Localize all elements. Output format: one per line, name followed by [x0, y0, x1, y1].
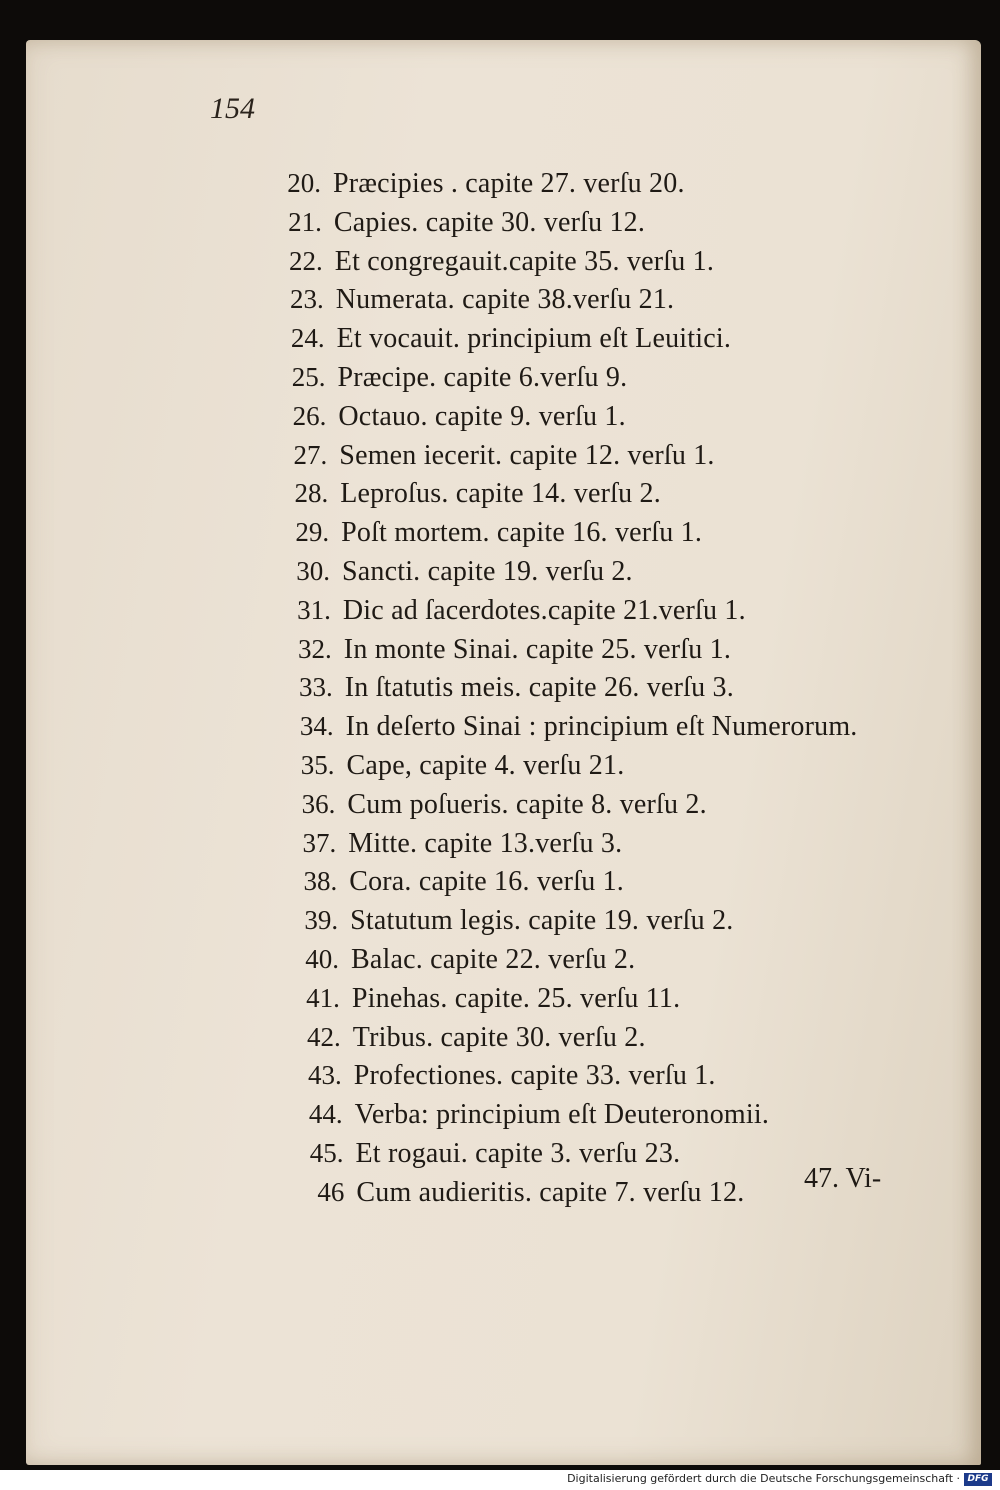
- entry-number: 34.: [299, 711, 334, 742]
- list-item: [307, 1021, 646, 1058]
- entry-text: Tribus. capite 30. verſu 2.: [352, 1021, 646, 1053]
- entry-text: Statutum legis. capite 19. verſu 2.: [350, 905, 734, 937]
- list-item: [289, 284, 675, 320]
- entry-number: 29.: [295, 517, 330, 548]
- list-item: [305, 944, 636, 980]
- list-item: [296, 556, 633, 592]
- entry-number: 28.: [294, 478, 329, 509]
- list-item: [304, 905, 734, 941]
- list-item: [306, 982, 681, 1019]
- list-item: [294, 478, 661, 514]
- entry-number: 40.: [305, 944, 339, 974]
- list-item: [301, 788, 707, 825]
- entry-text: In ſtatutis meis. capite 26. verſu 3.: [344, 672, 734, 704]
- entry-text: Et congregauit.capite 35. verſu 1.: [334, 245, 715, 277]
- list-item: [295, 517, 703, 553]
- entry-number: 43.: [307, 1060, 342, 1091]
- entry-text: Cora. capite 16. verſu 1.: [349, 866, 624, 898]
- list-item: [317, 1176, 745, 1213]
- entry-text: Capies. capite 30. verſu 12.: [333, 206, 646, 238]
- page-number: 154: [210, 92, 255, 125]
- entry-number: 39.: [304, 905, 339, 936]
- entry-number: 25.: [291, 362, 326, 392]
- entry-text: Cape, capite 4. verſu 21.: [346, 750, 625, 781]
- entry-number: 31.: [297, 594, 331, 625]
- entry-text: Præcipe. capite 6.verſu 9.: [337, 362, 628, 393]
- entry-number: 20.: [287, 168, 321, 198]
- entry-text: Numerata. capite 38.verſu 21.: [335, 284, 675, 316]
- list-item: [307, 1060, 716, 1096]
- entry-number: 21.: [288, 206, 322, 237]
- entry-number: 44.: [308, 1099, 343, 1130]
- entry-text: Dic ad ſacerdotes.capite 21.verſu 1.: [342, 594, 746, 626]
- list-item: [297, 594, 746, 631]
- list-item: [309, 1138, 681, 1174]
- entry-text: Mitte. capite 13.verſu 3.: [348, 827, 623, 859]
- list-item: [292, 400, 626, 437]
- entry-number: 24.: [290, 323, 325, 354]
- dfg-logo: DFG: [964, 1473, 992, 1486]
- footer-credit: Digitalisierung gefördert durch die Deutsche Forschungsgemeinschaft ·: [567, 1472, 960, 1485]
- entry-text: Et rogaui. capite 3. verſu 23.: [355, 1138, 681, 1169]
- entry-number: 23.: [289, 284, 324, 315]
- entry-text: Præcipies . capite 27. verſu 20.: [333, 168, 685, 199]
- entry-text: In monte Sinai. capite 25. verſu 1.: [343, 633, 732, 665]
- entry-number: 42.: [307, 1021, 341, 1052]
- entry-text: Cum audieritis. capite 7. verſu 12.: [356, 1176, 745, 1208]
- entry-text: Sancti. capite 19. verſu 2.: [342, 556, 633, 587]
- entry-text: Profectiones. capite 33. verſu 1.: [353, 1060, 716, 1092]
- catchword: 47. Vi-: [804, 1163, 882, 1194]
- entry-text: Cum poſueris. capite 8. verſu 2.: [347, 788, 707, 820]
- entry-text: Poſt mortem. capite 16. verſu 1.: [341, 517, 703, 549]
- list-item: [302, 827, 623, 864]
- list-item: [290, 323, 732, 359]
- entry-number: 36.: [301, 788, 336, 819]
- entry-text: Leproſus. capite 14. verſu 2.: [340, 478, 661, 510]
- entry-number: 27.: [293, 439, 328, 470]
- list-item: [300, 750, 625, 786]
- list-item: [298, 633, 732, 670]
- entry-number: 41.: [306, 982, 340, 1013]
- entry-text: Et vocauit. principium eſt Leuitici.: [336, 323, 732, 355]
- list-item: [291, 362, 628, 398]
- entry-number: 30.: [296, 556, 330, 586]
- entry-number: 26.: [292, 400, 327, 431]
- entry-number: 22.: [289, 245, 323, 276]
- entry-number: 32.: [298, 633, 332, 664]
- entry-number: 38.: [303, 866, 338, 897]
- list-item: [303, 866, 624, 902]
- entry-number: 46: [317, 1176, 345, 1207]
- entry-text: In deſerto Sinai : principium eſt Numerorum.: [345, 711, 858, 743]
- entry-text: Verba: principium eſt Deuteronomii.: [354, 1099, 770, 1131]
- list-item: [293, 439, 715, 476]
- entry-number: 37.: [302, 827, 337, 858]
- list-item: [288, 206, 646, 243]
- entry-text: Octauo. capite 9. verſu 1.: [338, 400, 626, 432]
- footer-bar: [0, 1470, 1000, 1490]
- list-item: [308, 1099, 770, 1135]
- list-item: [289, 245, 715, 282]
- entry-text: Semen iecerit. capite 12. verſu 1.: [339, 439, 715, 471]
- entry-text: Balac. capite 22. verſu 2.: [351, 944, 636, 975]
- list-item: [299, 711, 858, 747]
- entry-number: 35.: [300, 750, 335, 780]
- entry-number: 45.: [309, 1138, 344, 1168]
- entry-text: Pinehas. capite. 25. verſu 11.: [351, 982, 681, 1014]
- list-item: [298, 672, 734, 708]
- list-item: [287, 168, 685, 204]
- entry-number: 33.: [298, 672, 333, 703]
